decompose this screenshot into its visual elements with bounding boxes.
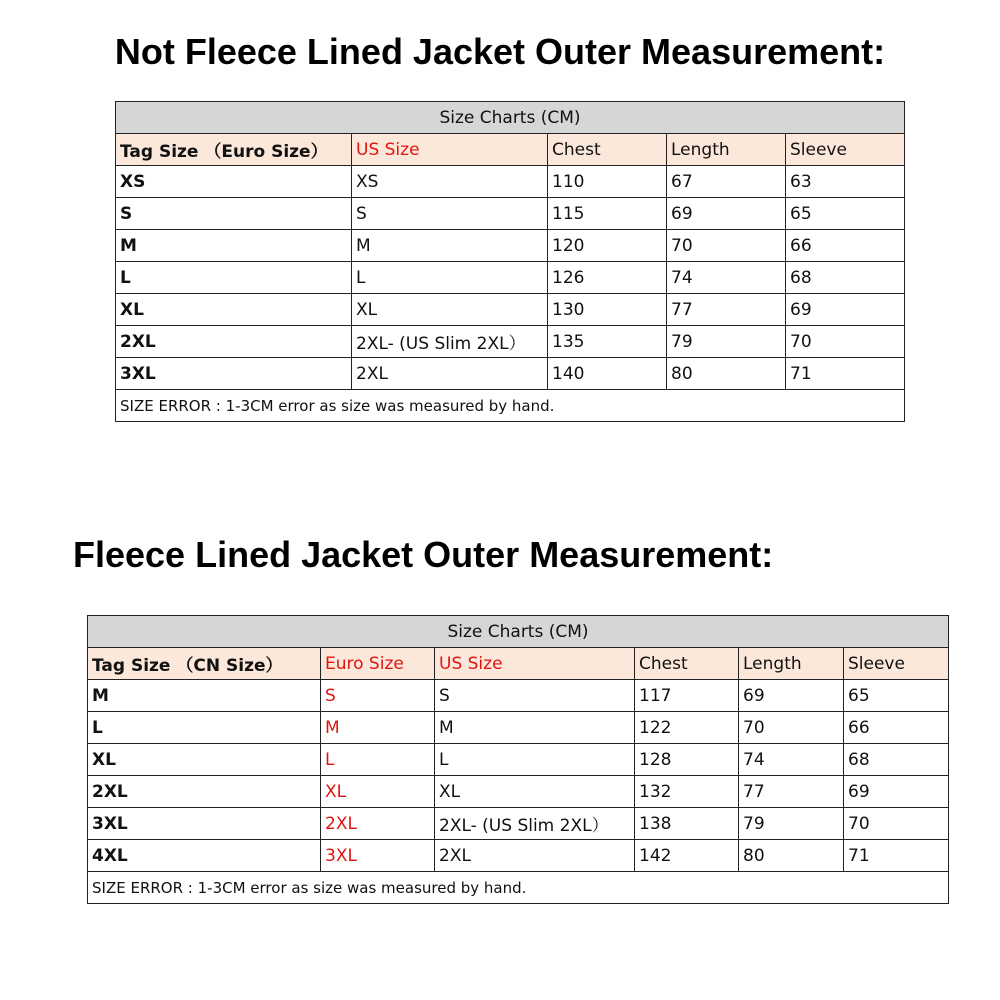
header-chest: Chest	[548, 134, 667, 166]
chest-cell: 122	[635, 712, 739, 744]
us-size-cell: XL	[352, 294, 548, 326]
sleeve-cell: 69	[786, 294, 905, 326]
header-tag-size: Tag Size （Euro Size）	[116, 134, 352, 166]
table-row	[116, 166, 905, 198]
header-sleeve: Sleeve	[844, 648, 949, 680]
us-size-cell: M	[352, 230, 548, 262]
table-row	[116, 262, 905, 294]
tag-size-cell: M	[116, 230, 352, 262]
us-size-cell: L	[435, 744, 635, 776]
length-cell: 80	[667, 358, 786, 390]
tag-size-cell: XL	[88, 744, 321, 776]
us-size-cell: M	[435, 712, 635, 744]
euro-size-cell: 3XL	[321, 840, 435, 872]
length-cell: 77	[739, 776, 844, 808]
header-sleeve: Sleeve	[786, 134, 905, 166]
chest-cell: 140	[548, 358, 667, 390]
table-row	[88, 712, 949, 744]
size-error-note: SIZE ERROR : 1-3CM error as size was measured by hand.	[88, 872, 949, 904]
length-cell: 79	[739, 808, 844, 840]
tag-size-cell: 2XL	[88, 776, 321, 808]
tag-size-cell: 4XL	[88, 840, 321, 872]
length-cell: 69	[667, 198, 786, 230]
sleeve-cell: 71	[786, 358, 905, 390]
header-tag-size: Tag Size （CN Size）	[88, 648, 321, 680]
header-us-size: US Size	[435, 648, 635, 680]
chest-cell: 110	[548, 166, 667, 198]
size-error-row	[88, 872, 949, 904]
us-size-cell: XS	[352, 166, 548, 198]
chest-cell: 138	[635, 808, 739, 840]
euro-size-cell: XL	[321, 776, 435, 808]
chart-caption-row	[88, 616, 949, 648]
us-size-cell: S	[435, 680, 635, 712]
size-error-row	[116, 390, 905, 422]
euro-size-cell: S	[321, 680, 435, 712]
header-length: Length	[667, 134, 786, 166]
header-row	[88, 648, 949, 680]
table-row	[116, 326, 905, 358]
chest-cell: 142	[635, 840, 739, 872]
table-row	[116, 230, 905, 262]
sleeve-cell: 65	[786, 198, 905, 230]
sleeve-cell: 65	[844, 680, 949, 712]
chart-caption: Size Charts (CM)	[116, 102, 905, 134]
sleeve-cell: 66	[844, 712, 949, 744]
table-row	[116, 294, 905, 326]
sleeve-cell: 68	[786, 262, 905, 294]
us-size-cell: L	[352, 262, 548, 294]
chest-cell: 120	[548, 230, 667, 262]
sleeve-cell: 63	[786, 166, 905, 198]
length-cell: 70	[739, 712, 844, 744]
euro-size-cell: M	[321, 712, 435, 744]
us-size-cell: 2XL- (US Slim 2XL）	[435, 808, 635, 840]
header-euro-size: Euro Size	[321, 648, 435, 680]
chest-cell: 135	[548, 326, 667, 358]
chest-cell: 117	[635, 680, 739, 712]
length-cell: 69	[739, 680, 844, 712]
header-length: Length	[739, 648, 844, 680]
table-row	[116, 358, 905, 390]
tag-size-cell: 3XL	[116, 358, 352, 390]
tag-size-cell: 3XL	[88, 808, 321, 840]
chest-cell: 132	[635, 776, 739, 808]
length-cell: 74	[667, 262, 786, 294]
table-row	[88, 744, 949, 776]
us-size-cell: S	[352, 198, 548, 230]
chest-cell: 128	[635, 744, 739, 776]
header-us-size: US Size	[352, 134, 548, 166]
table-row	[88, 808, 949, 840]
sleeve-cell: 68	[844, 744, 949, 776]
us-size-cell: XL	[435, 776, 635, 808]
chart-caption: Size Charts (CM)	[88, 616, 949, 648]
not-fleece-size-chart	[115, 101, 905, 422]
us-size-cell: 2XL	[352, 358, 548, 390]
length-cell: 70	[667, 230, 786, 262]
chest-cell: 126	[548, 262, 667, 294]
sleeve-cell: 71	[844, 840, 949, 872]
length-cell: 67	[667, 166, 786, 198]
sleeve-cell: 66	[786, 230, 905, 262]
euro-size-cell: L	[321, 744, 435, 776]
tag-size-cell: 2XL	[116, 326, 352, 358]
table-row	[88, 776, 949, 808]
chest-cell: 130	[548, 294, 667, 326]
length-cell: 80	[739, 840, 844, 872]
chart-caption-row	[116, 102, 905, 134]
length-cell: 79	[667, 326, 786, 358]
table-row	[88, 840, 949, 872]
tag-size-cell: L	[88, 712, 321, 744]
header-chest: Chest	[635, 648, 739, 680]
chest-cell: 115	[548, 198, 667, 230]
fleece-size-chart	[87, 615, 949, 904]
table-row	[88, 680, 949, 712]
sleeve-cell: 70	[786, 326, 905, 358]
header-row	[116, 134, 905, 166]
tag-size-cell: L	[116, 262, 352, 294]
us-size-cell: 2XL	[435, 840, 635, 872]
table-row	[116, 198, 905, 230]
tag-size-cell: XL	[116, 294, 352, 326]
us-size-cell: 2XL- (US Slim 2XL）	[352, 326, 548, 358]
tag-size-cell: M	[88, 680, 321, 712]
length-cell: 77	[667, 294, 786, 326]
sleeve-cell: 69	[844, 776, 949, 808]
sleeve-cell: 70	[844, 808, 949, 840]
tag-size-cell: S	[116, 198, 352, 230]
euro-size-cell: 2XL	[321, 808, 435, 840]
fleece-heading: Fleece Lined Jacket Outer Measurement:	[73, 534, 774, 575]
not-fleece-heading: Not Fleece Lined Jacket Outer Measurement:	[114, 31, 886, 72]
length-cell: 74	[739, 744, 844, 776]
tag-size-cell: XS	[116, 166, 352, 198]
size-error-note: SIZE ERROR : 1-3CM error as size was measured by hand.	[116, 390, 905, 422]
